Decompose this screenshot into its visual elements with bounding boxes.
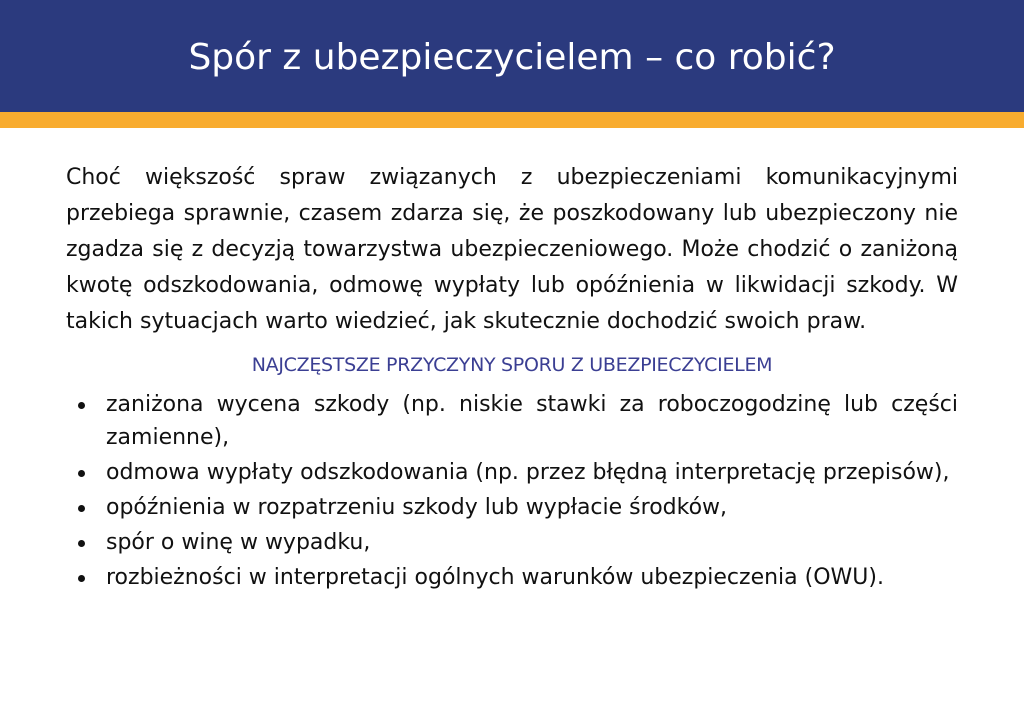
list-item-text: odmowa wypłaty odszkodowania (np. przez błędną interpretację przepisów), bbox=[106, 460, 950, 485]
bullet-icon bbox=[78, 575, 85, 582]
list-item bbox=[66, 456, 958, 489]
reasons-list bbox=[66, 388, 958, 594]
intro-paragraph: Choć większość spraw związanych z ubezpieczeniami komunikacyjnymi przebiega sprawnie, czasem zdarza się, że poszkodowany lub ubezpieczony nie zgadza się z decyzją towarzystwa ubezpieczeniowego. Może chodzić o zaniżoną kwotę odszkodowania, odmowę wypłaty lub opóźnienia w likwidacji szkody. W takich sytuacjach warto wiedzieć, jak skutecznie dochodzić swoich praw. bbox=[66, 165, 958, 334]
bullet-icon bbox=[78, 505, 85, 512]
main-content bbox=[66, 160, 958, 596]
header-bar bbox=[0, 0, 1024, 112]
list-item-text: spór o winę w wypadku, bbox=[106, 530, 371, 555]
accent-divider bbox=[0, 112, 1024, 128]
list-item bbox=[66, 388, 958, 454]
list-item bbox=[66, 561, 958, 594]
list-item bbox=[66, 491, 958, 524]
list-item-text: opóźnienia w rozpatrzeniu szkody lub wypłacie środków, bbox=[106, 495, 728, 520]
bullet-icon bbox=[78, 402, 85, 409]
list-item-text: zaniżona wycena szkody (np. niskie stawki za roboczogodzinę lub części zamienne), bbox=[106, 392, 958, 450]
list-item-text: rozbieżności w interpretacji ogólnych warunków ubezpieczenia (OWU). bbox=[106, 565, 884, 590]
section-heading: NAJCZĘSTSZE PRZYCZYNY SPORU Z UBEZPIECZYCIELEM bbox=[251, 354, 773, 376]
page-title: Spór z ubezpieczycielem – co robić? bbox=[188, 36, 836, 78]
list-item bbox=[66, 526, 958, 559]
bullet-icon bbox=[78, 470, 85, 477]
bullet-icon bbox=[78, 540, 85, 547]
